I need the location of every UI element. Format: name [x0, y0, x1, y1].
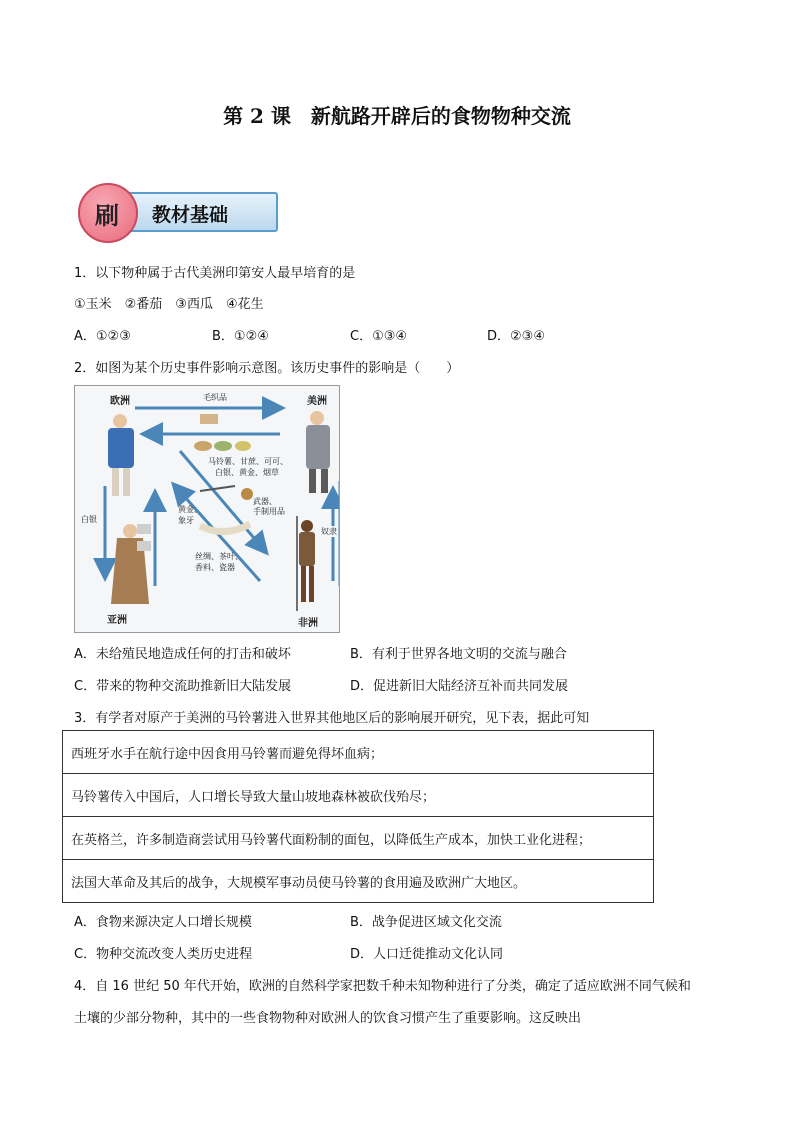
label-crops-2: 白银、黄金、烟草	[215, 468, 279, 477]
question-2-stem: 2．如图为某个历史事件影响示意图。该历史事件的影响是（ ）	[74, 361, 460, 376]
asian-figure	[111, 524, 149, 604]
trade-diagram	[74, 385, 340, 633]
page-title: 第 2 课 新航路开辟后的食物物种交流	[223, 104, 571, 128]
banner-label: 教材基础	[152, 204, 229, 226]
table-cell: 法国大革命及其后的战争，大规模军事动员使马铃薯的食用遍及欧洲广大地区。	[63, 860, 654, 903]
label-europe: 欧洲	[110, 396, 130, 407]
goods-weapons-icon	[200, 486, 253, 500]
table-cell: 在英格兰，许多制造商尝试用马铃薯代面粉制的面包，以降低生产成本，加快工业化进程；	[63, 817, 654, 860]
label-slaves: 奴隶	[321, 527, 337, 536]
label-gold-1: 黄金、	[178, 505, 202, 514]
question-1-option-a: A．①②③	[74, 329, 131, 344]
table-row	[63, 774, 654, 817]
label-silver: 白银	[81, 515, 97, 524]
label-crops-1: 马铃薯、甘蔗、可可、	[208, 457, 288, 466]
african-figure	[297, 516, 315, 611]
question-4-stem-line2: 土壤的少部分物种，其中的一些食物物种对欧洲人的饮食习惯产生了重要影响。这反映出	[74, 1011, 582, 1026]
table-cell: 马铃薯传入中国后，人口增长导致大量山坡地森林被砍伐殆尽；	[63, 774, 654, 817]
question-3-option-d: D．人口迁徙推动文化认同	[350, 947, 504, 962]
banner-badge-text: 刷	[95, 201, 119, 230]
question-3-option-c: C．物种交流改变人类历史进程	[74, 947, 253, 962]
goods-ivory-icon	[200, 524, 250, 532]
question-2-option-c: C．带来的物种交流助推新旧大陆发展	[74, 679, 292, 694]
table-cell: 西班牙水手在航行途中因食用马铃薯而避免得坏血病；	[63, 731, 654, 774]
question-2-option-d: D．促进新旧大陆经济互补而共同发展	[350, 679, 569, 694]
source-table	[62, 730, 654, 903]
label-asia: 亚洲	[107, 615, 127, 626]
label-america: 美洲	[307, 396, 327, 407]
european-figure	[108, 414, 134, 496]
goods-crops-icon	[194, 441, 251, 451]
question-1-option-b: B．①②④	[212, 329, 269, 344]
trade-diagram-graphic	[75, 386, 339, 632]
goods-wool-icon	[200, 414, 218, 424]
question-3-stem: 3．有学者对原产于美洲的马铃薯进入世界其他地区后的影响展开研究，见下表，据此可知	[74, 711, 590, 726]
question-3-option-a: A．食物来源决定人口增长规模	[74, 915, 252, 930]
goods-silver-icon	[137, 524, 151, 551]
label-gold-2: 象牙	[178, 516, 194, 525]
label-weapons-2: 手制用品	[253, 507, 285, 516]
label-silk-2: 香料、瓷器	[195, 563, 235, 572]
question-2-option-b: B．有利于世界各地文明的交流与融合	[350, 647, 567, 662]
banner-badge	[78, 183, 138, 243]
section-banner	[76, 185, 276, 237]
question-3-option-b: B．战争促进区域文化交流	[350, 915, 502, 930]
table-row	[63, 817, 654, 860]
label-wool: 毛织品	[203, 393, 227, 402]
question-1-option-c: C．①③④	[350, 329, 408, 344]
label-silk-1: 丝绸、茶叶、	[195, 552, 243, 561]
table-row	[63, 731, 654, 774]
question-1-stem: 1．以下物种属于古代美洲印第安人最早培育的是	[74, 266, 356, 281]
table-row	[63, 860, 654, 903]
label-weapons-1: 武器、	[253, 497, 277, 506]
question-2-option-a: A．未给殖民地造成任何的打击和破坏	[74, 647, 291, 662]
question-1-items: ①玉米 ②番茄 ③西瓜 ④花生	[74, 297, 264, 312]
american-figure	[306, 411, 330, 493]
question-1-option-d: D．②③④	[487, 329, 545, 344]
question-4-stem-line1: 4．自 16 世纪 50 年代开始，欧洲的自然科学家把数千种未知物种进行了分类，确定了适应欧洲不同气候和	[74, 979, 691, 994]
label-africa: 非洲	[298, 618, 318, 629]
